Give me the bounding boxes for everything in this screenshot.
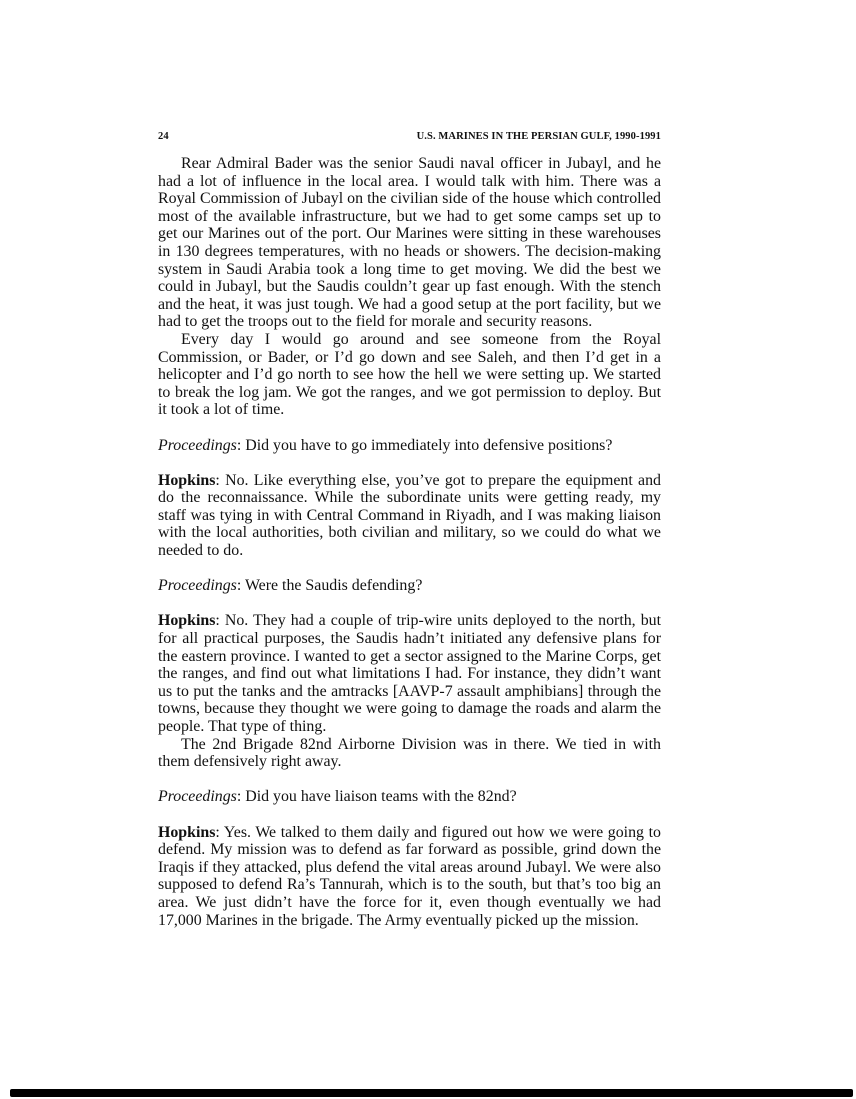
interview-question [158,437,661,455]
question-text: : Were the Saudis defending? [236,577,423,595]
paragraph-text: The 2nd Brigade 82nd Airborne Division was in there. We tied in with them defensively right away. [158,735,661,771]
interview-question [158,577,661,595]
answer-text: : No. Like everything else, you’ve got to prepare the equipment and do the reconnaissance. While the subordinate units were getting ready, my staff was tying in with Central Command in Riyadh, and I was making liaison with the local authorities, both civilian and military, so we could do what we needed to do. [158,471,661,560]
page-bottom-rule [10,1089,853,1097]
interview-answer [158,824,661,930]
speaker-label: Hopkins [158,471,216,489]
question-text: : Did you have liaison teams with the 82nd? [236,788,517,806]
answer-text: : Yes. We talked to them daily and figured out how we were going to defend. My mission was to defend as far forward as possible, grind down the Iraqis if they attacked, plus defend the vital areas around Jubayl. We were also supposed to defend Ra’s Tannurah, which is to the south, but that’s too big an area. We just didn’t have the force for it, even though eventually we had 17,000 Marines in the brigade. The Army eventually picked up the mission. [158,823,661,929]
narrative-paragraph [158,155,661,331]
paragraph-text: Every day I would go around and see someone from the Royal Commission, or Bader, or I’d go down and see Saleh, and then I’d get in a helicopter and I’d go north to see how the hell we were setting up. We started to break the log jam. We got the ranges, and we got permission to deploy. But it took a lot of time. [158,330,661,419]
interview-answer [158,472,661,560]
interview-question [158,788,661,806]
page-number: 24 [158,131,169,142]
running-title: U.S. MARINES IN THE PERSIAN GULF, 1990-1991 [416,131,661,142]
speaker-label: Proceedings [158,788,237,806]
paragraph-text: Rear Admiral Bader was the senior Saudi naval officer in Jubayl, and he had a lot of influence in the local area. I would talk with him. There was a Royal Commission of Jubayl on the civilian side of the house which controlled most of the available infrastructure, but we had to get some camps set up to get our Marines out of the port. Our Marines were sitting in these warehouses in 130 degrees temperatures, with no heads or showers. The decision-making system in Saudi Arabia took a long time to get moving. We did the best we could in Jubayl, but the Saudis couldn’t gear up fast enough. With the stench and the heat, it was just tough. We had a good setup at the port facility, but we had to get the troops out to the field for morale and security reasons. [158,155,661,331]
speaker-label: Proceedings [158,436,237,454]
document-body [158,155,661,929]
interview-answer [158,612,661,735]
speaker-label: Proceedings [158,577,237,595]
running-header [158,131,661,145]
answer-text: : No. They had a couple of trip-wire units deployed to the north, but for all practical purposes, the Saudis hadn’t initiated any defensive plans for the eastern province. I wanted to get a sector assigned to the Marine Corps, get the ranges, and find out what limitations I had. For instance, they didn’t want us to put the tanks and the amtracks [AAVP-7 assault amphibians] through the towns, because they thought we were going to damage the roads and alarm the people. That type of thing. [158,612,661,735]
speaker-label: Hopkins [158,612,216,630]
question-text: : Did you have to go immediately into defensive positions? [236,436,613,454]
speaker-label: Hopkins [158,823,216,841]
narrative-paragraph [158,331,661,419]
narrative-paragraph [158,736,661,771]
